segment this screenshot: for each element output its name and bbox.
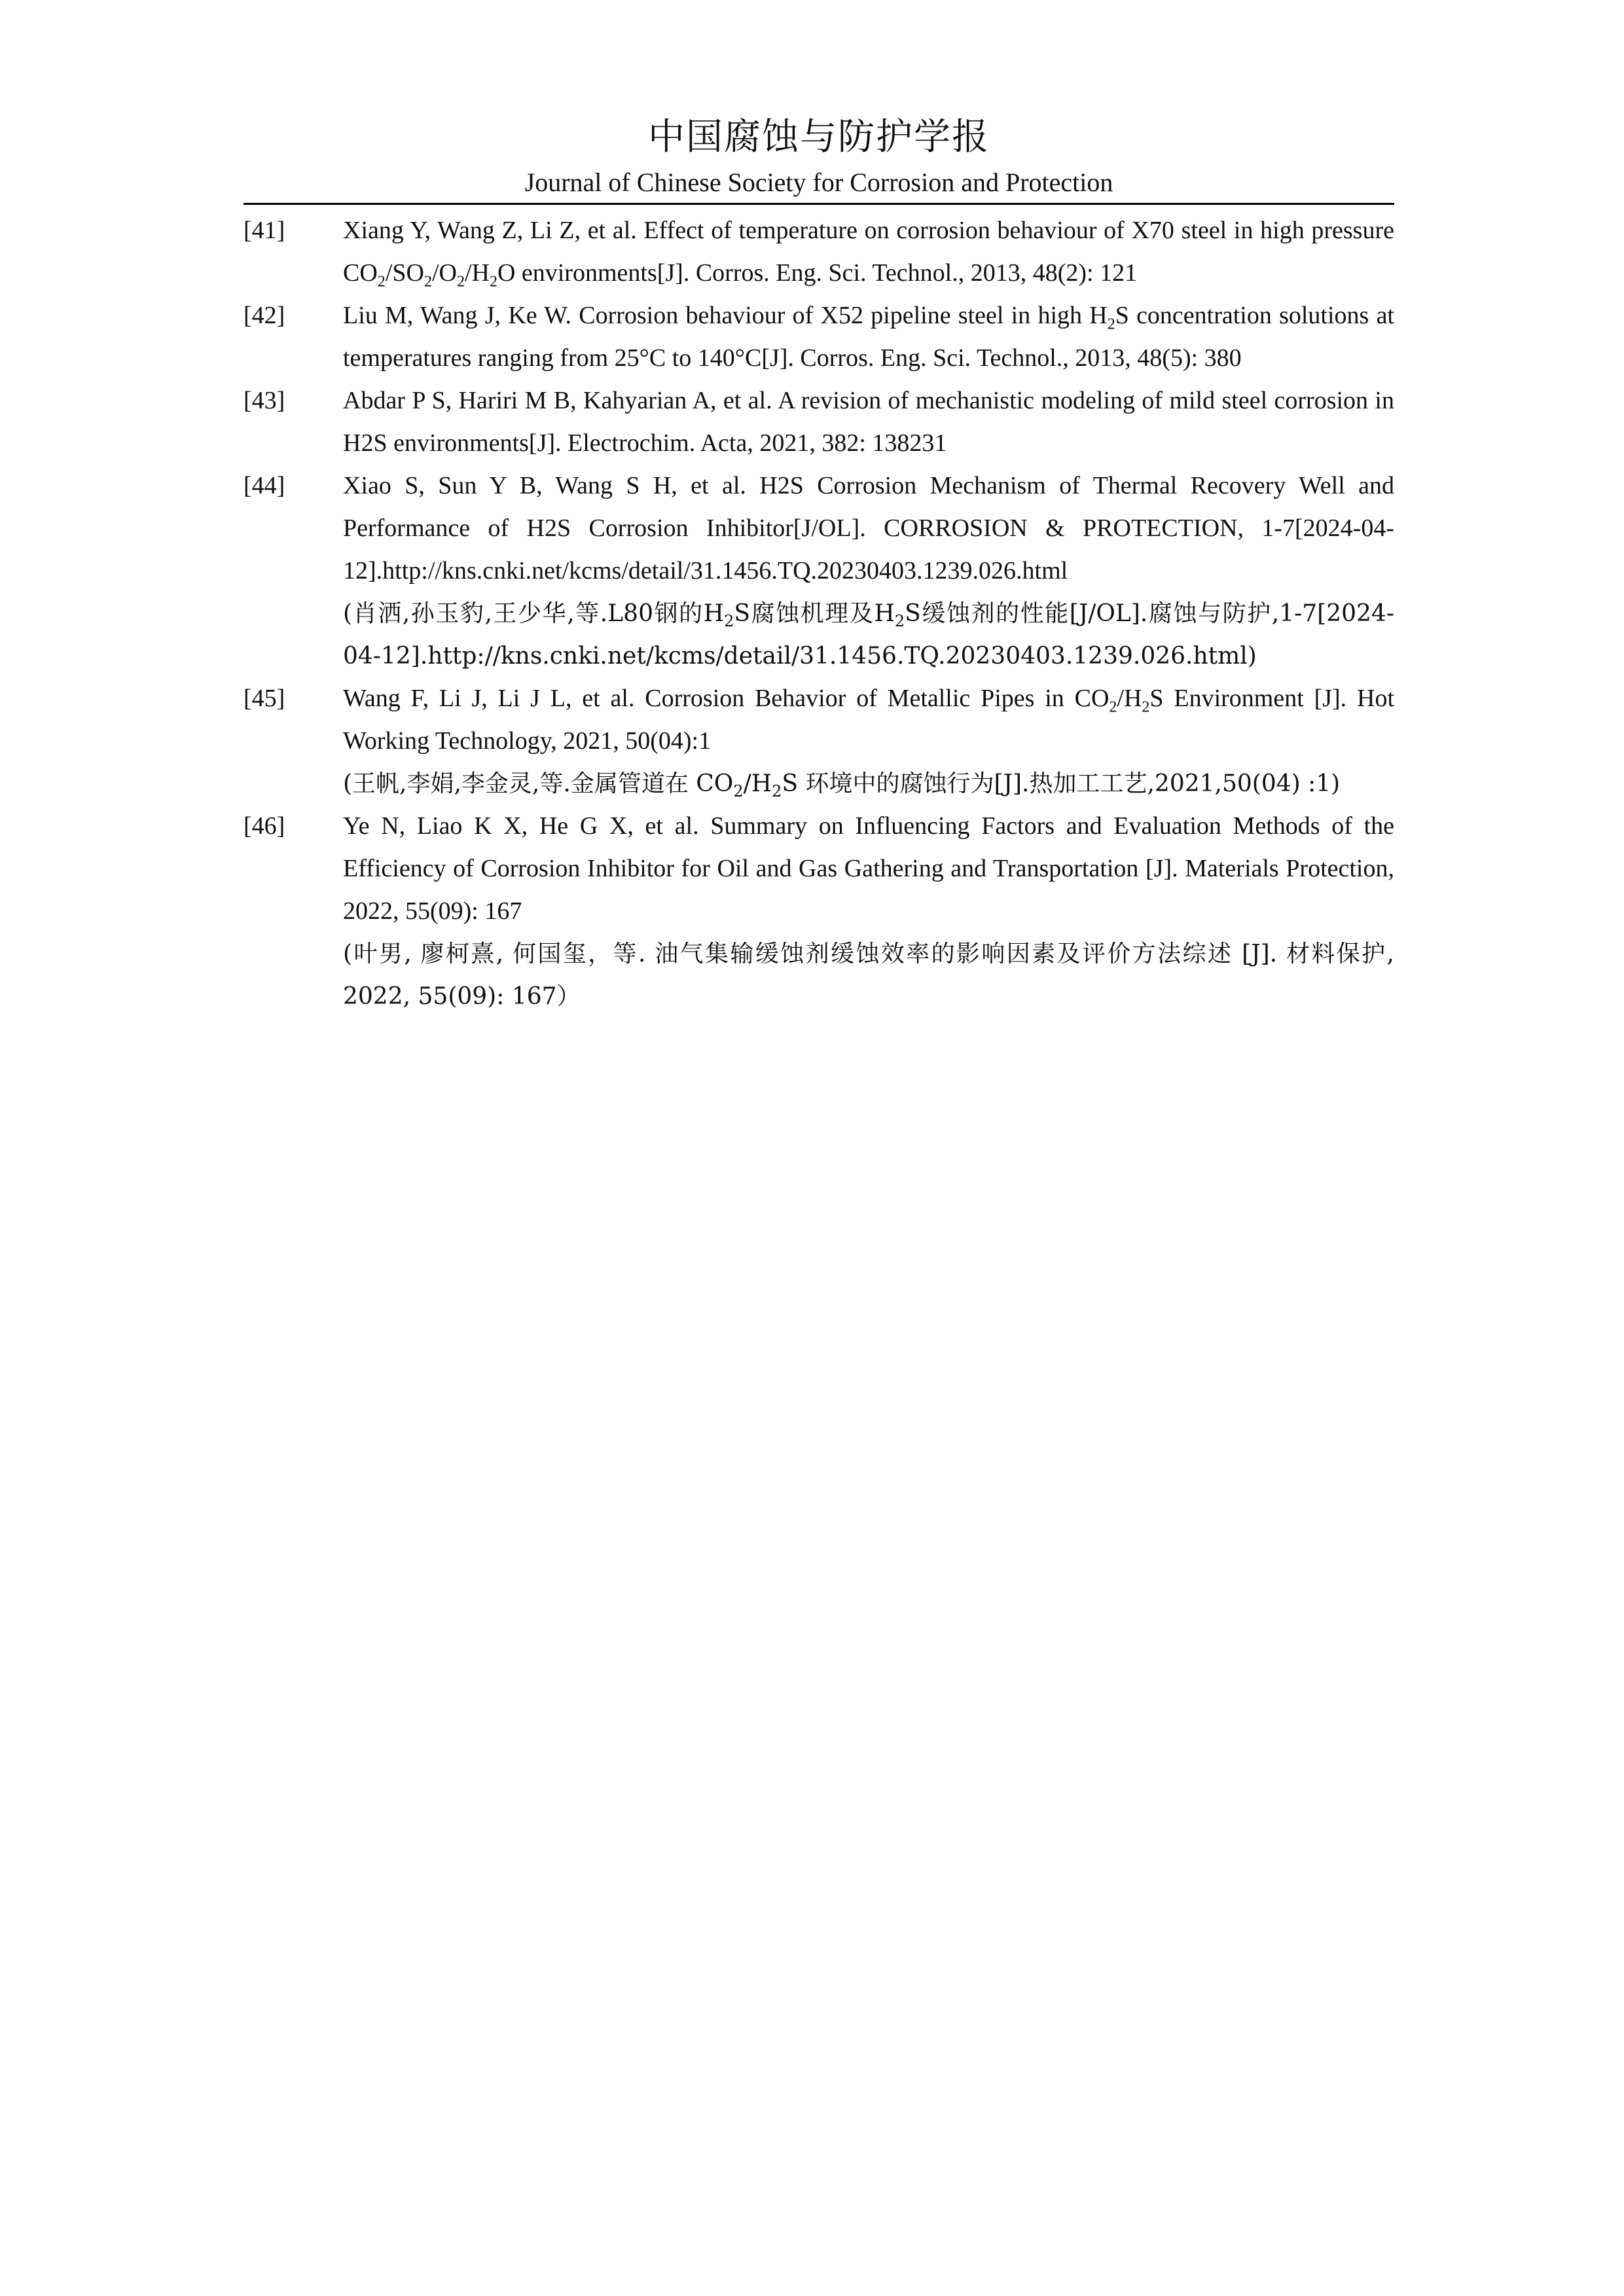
header-rule: [244, 203, 1394, 205]
reference-number: [41]: [244, 217, 285, 244]
reference-item: [244, 380, 1394, 465]
reference-number: [43]: [244, 387, 285, 414]
reference-item: [244, 295, 1394, 380]
journal-title-english: Journal of Chinese Society for Corrosion and Protection: [524, 168, 1113, 197]
reference-text: Xiao S, Sun Y B, Wang S H, et al. H2S Corrosion Mechanism of Thermal Recovery Well and Performance of H2S Corrosion Inhibitor[J/OL]. CORROSION & PROTECTION, 1-7[2024-04-12].http://kns.cnki.net/kcms/detail/31.1456.TQ.20230403.1239.026.html: [343, 472, 1394, 584]
running-header: [244, 111, 1394, 202]
reference-text: Abdar P S, Hariri M B, Kahyarian A, et al. A revision of mechanistic modeling of mild steel corrosion in H2S environments[J]. Electrochim. Acta, 2021, 382: 138231: [343, 387, 1394, 457]
reference-number: [46]: [244, 812, 285, 840]
reference-chinese-text: (王帆,李娟,李金灵,等.金属管道在 $CO_2/H_2S$ 环境中的腐蚀行为[J].热加工工艺,2021,50(04) :1): [343, 770, 1341, 801]
reference-text: Liu M, Wang J, Ke W. Corrosion behaviour of X52 pipeline steel in high $H_2S$ concentration solutions at temperatures ranging from 25°C to 140°C[J]. Corros. Eng. Sci. Technol., 2013, 48(5): 380: [343, 302, 1394, 372]
reference-item: [244, 465, 1394, 677]
reference-item: [244, 805, 1394, 1018]
reference-chinese-text: (叶男, 廖柯熹, 何国玺，等. 油气集输缓蚀剂缓蚀效率的影响因素及评价方法综述 [J]. 材料保护, 2022, 55(09): 167）: [343, 941, 1394, 1010]
reference-text: Xiang Y, Wang Z, Li Z, et al. Effect of temperature on corrosion behaviour of X70 steel in high pressure $CO_2/SO_2/O_2/H_2O$ environments[J]. Corros. Eng. Sci. Technol., 2013, 48(2): 121: [343, 217, 1394, 291]
reference-item: [244, 677, 1394, 805]
reference-number: [42]: [244, 302, 285, 329]
reference-number: [45]: [244, 685, 285, 712]
reference-item: [244, 209, 1394, 295]
reference-chinese-text: (肖洒,孙玉豹,王少华,等.L80钢的$H_2S$腐蚀机理及$H_2S$缓蚀剂的性能[J/OL].腐蚀与防护,1-7[2024-04-12].http://kns.cnki.net/kcms/detail/31.1456.TQ.20230403.1239.026.html): [343, 600, 1394, 670]
reference-number: [44]: [244, 472, 285, 499]
reference-list: [244, 209, 1394, 1018]
reference-text: Ye N, Liao K X, He G X, et al. Summary on Influencing Factors and Evaluation Methods of the Efficiency of Corrosion Inhibitor for Oil and Gas Gathering and Transportation [J]. Materials Protection, 2022, 55(09): 167: [343, 812, 1394, 925]
journal-title-chinese: 中国腐蚀与防护学报: [648, 116, 990, 158]
reference-text: Wang F, Li J, Li J L, et al. Corrosion Behavior of Metallic Pipes in $CO_2/H_2S$ Environment [J]. Hot Working Technology, 2021, 50(04):1: [343, 685, 1394, 755]
